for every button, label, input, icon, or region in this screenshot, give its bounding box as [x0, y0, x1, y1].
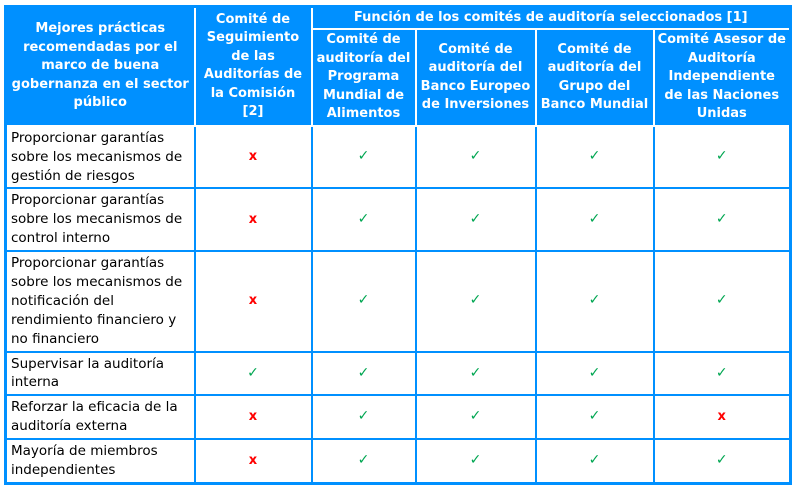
mark-cell: ✓: [416, 352, 536, 396]
mark-cell: ✓: [416, 188, 536, 251]
header-row-group: [6, 7, 791, 30]
practice-label: Supervisar la auditoría interna: [6, 352, 195, 396]
mark-cell: ✓: [416, 126, 536, 189]
mark-cell: ✓: [654, 352, 791, 396]
mark-cell: ✓: [536, 439, 654, 483]
mark-cell: ✓: [536, 188, 654, 251]
table-row: [6, 251, 791, 351]
practice-label: Reforzar la eficacia de la auditoría externa: [6, 395, 195, 439]
mark-cell: ✓: [536, 395, 654, 439]
mark-cell: ✓: [195, 352, 312, 396]
header-commission-audit-follow-up: Comité de Seguimiento de las Auditorías de la Comisión [2]: [195, 7, 312, 126]
mark-cell: ✓: [312, 352, 416, 396]
mark-cell: ✓: [416, 439, 536, 483]
audit-committees-comparison-table: [4, 5, 792, 485]
header-world-bank-committee: Comité de auditoría del Grupo del Banco Mundial: [536, 29, 654, 125]
mark-cell: ✓: [312, 188, 416, 251]
mark-cell: x: [195, 251, 312, 351]
header-wfp-committee: Comité de auditoría del Programa Mundial de Alimentos: [312, 29, 416, 125]
mark-cell: ✓: [312, 395, 416, 439]
practice-label: Proporcionar garantías sobre los mecanismos de gestión de riesgos: [6, 126, 195, 189]
mark-cell: x: [195, 439, 312, 483]
table-row: [6, 188, 791, 251]
mark-cell: x: [195, 395, 312, 439]
practice-label: Proporcionar garantías sobre los mecanismos de control interno: [6, 188, 195, 251]
mark-cell: ✓: [312, 126, 416, 189]
mark-cell: ✓: [654, 439, 791, 483]
mark-cell: ✓: [536, 251, 654, 351]
mark-cell: x: [654, 395, 791, 439]
mark-cell: ✓: [654, 126, 791, 189]
mark-cell: ✓: [654, 251, 791, 351]
mark-cell: ✓: [416, 395, 536, 439]
mark-cell: x: [195, 126, 312, 189]
mark-cell: ✓: [312, 439, 416, 483]
practice-label: Proporcionar garantías sobre los mecanismos de notificación del rendimiento financiero y no financiero: [6, 251, 195, 351]
mark-cell: ✓: [536, 352, 654, 396]
header-selected-committees-function: Función de los comités de auditoría seleccionados [1]: [312, 7, 791, 30]
table-row: [6, 395, 791, 439]
mark-cell: ✓: [654, 188, 791, 251]
mark-cell: ✓: [416, 251, 536, 351]
mark-cell: x: [195, 188, 312, 251]
header-un-iaac-committee: Comité Asesor de Auditoría Independiente de las Naciones Unidas: [654, 29, 791, 125]
table-row: [6, 439, 791, 483]
mark-cell: ✓: [536, 126, 654, 189]
table-row: [6, 126, 791, 189]
table-row: [6, 352, 791, 396]
practice-label: Mayoría de miembros independientes: [6, 439, 195, 483]
mark-cell: ✓: [312, 251, 416, 351]
header-best-practices: Mejores prácticas recomendadas por el marco de buena gobernanza en el sector público: [6, 7, 195, 126]
header-eib-committee: Comité de auditoría del Banco Europeo de Inversiones: [416, 29, 536, 125]
